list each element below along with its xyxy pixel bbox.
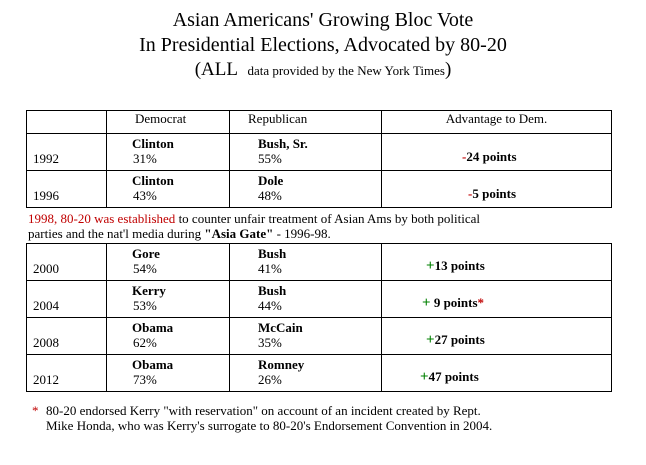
row-year: 2004 [33,298,59,313]
title-line-1: Asian Americans' Growing Bloc Vote [172,9,474,31]
dem-percent: 62% [133,335,157,350]
advantage-text: 47 points [428,369,479,384]
founding-note [28,211,498,241]
advantage-sign: + [420,369,429,385]
row-year: 2012 [33,372,59,387]
header-advantage: Advantage to Dem. [382,111,612,134]
dem-percent: 73% [133,372,157,387]
advantage-value [426,258,485,275]
dem-candidate: Kerry [132,283,166,298]
footnote-text: 80-20 endorsed Kerry "with reservation" on account of an incident created by Rept. Mike Honda, who was Kerry's surrogate to 80-20's Endorsement Convention in 2004. [46,403,493,433]
row-year: 1996 [33,188,59,203]
table-row [27,355,612,392]
header-year [27,111,107,134]
advantage-value [420,369,479,386]
dem-candidate: Obama [132,320,174,335]
footnote [34,403,504,433]
advantage-value [462,149,517,165]
header-democrat: Democrat [107,111,230,134]
title-all: ALL [201,59,238,80]
rep-candidate: Bush [258,283,287,298]
advantage-star: * [477,295,485,310]
founding-note-end: - 1996-98. [273,226,331,241]
row-year: 2000 [33,261,59,276]
dem-candidate: Obama [132,357,174,372]
title-open-paren: ( [194,59,202,80]
advantage-value [468,186,516,202]
advantage-sign: - [468,186,473,201]
table-row [27,134,612,171]
advantage-sign: + [426,332,435,348]
rep-percent: 26% [258,372,282,387]
advantage-value [426,332,485,349]
founding-note-bold: "Asia Gate" [204,226,274,241]
table-row [27,171,612,208]
dem-percent: 31% [133,151,157,166]
founding-note-text: to counter unfair treatment of Asian Ams by both political parties and the nat'l media during [28,211,481,241]
results-table-2000-2012 [26,243,612,392]
advantage-sign: + [426,258,435,274]
row-year: 2008 [33,335,59,350]
dem-percent: 43% [133,188,157,203]
rep-percent: 41% [258,261,282,276]
advantage-text: 9 points [430,295,478,310]
dem-percent: 53% [133,298,157,313]
rep-candidate: McCain [258,320,303,335]
table-row [27,281,612,318]
advantage-text: 5 points [472,186,517,201]
dem-candidate: Clinton [132,173,174,188]
title-line-3 [0,58,646,83]
advantage-sign: + [422,295,431,311]
header-republican: Republican [230,111,382,134]
advantage-text: 24 points [466,149,517,164]
rep-percent: 35% [258,335,282,350]
dem-percent: 54% [133,261,157,276]
row-year: 1992 [33,151,59,166]
table-row [27,244,612,281]
results-table-1992-1996 [26,110,612,208]
rep-percent: 48% [258,188,282,203]
title-source: data provided by the New York Times [247,63,445,78]
rep-candidate: Dole [258,173,284,188]
header-row [27,111,612,134]
founding-note-highlight: 1998, 80-20 was established [28,211,176,226]
rep-percent: 44% [258,298,282,313]
footnote-star: * [32,403,39,418]
advantage-text: 27 points [434,332,485,347]
table-row [27,318,612,355]
title-line-2: In Presidential Elections, Advocated by 80-20 [139,34,507,56]
rep-candidate: Bush [258,246,287,261]
rep-candidate: Bush, Sr. [258,136,308,151]
rep-percent: 55% [258,151,282,166]
advantage-text: 13 points [434,258,485,273]
dem-candidate: Gore [132,246,160,261]
advantage-value [422,295,484,312]
title-close-paren: ) [444,59,452,80]
advantage-sign: - [462,149,467,164]
rep-candidate: Romney [258,357,305,372]
dem-candidate: Clinton [132,136,174,151]
